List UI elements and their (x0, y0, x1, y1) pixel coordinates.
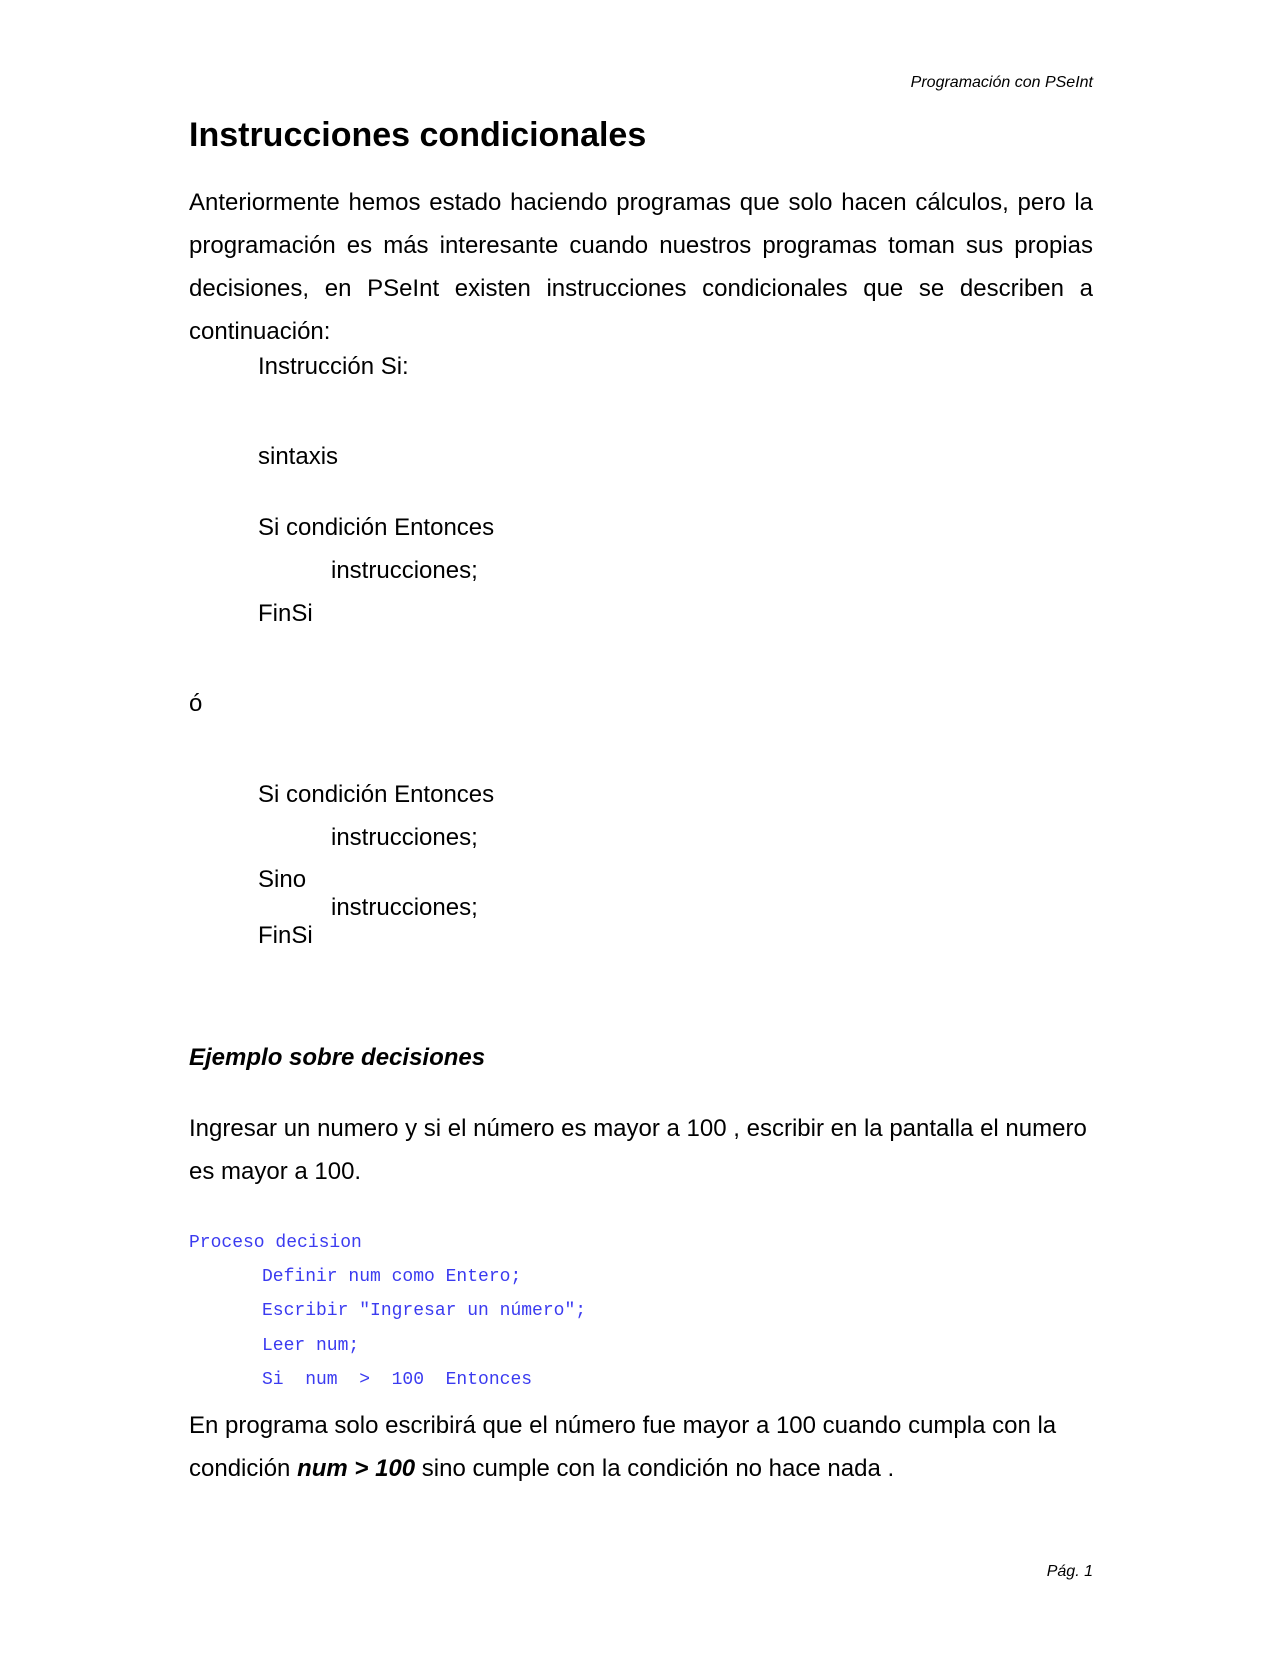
syntax-form2-line2: instrucciones; (331, 824, 478, 851)
section-title: Instrucciones condicionales (189, 116, 647, 154)
conclusion-text-2: sino cumple con la condición no hace nada . (415, 1455, 895, 1482)
syntax-form1-line2: instrucciones; (331, 557, 478, 584)
code-line: Leer num; (262, 1336, 360, 1356)
conclusion-paragraph (189, 1404, 1093, 1490)
syntax-form2-line1: Si condición Entonces (258, 781, 495, 808)
syntax-form2-line3: Sino (258, 866, 307, 893)
intro-paragraph: Anteriormente hemos estado haciendo programas que solo hacen cálculos, pero la programación es más interesante cuando nuestros programas toman sus propias decisiones, en PSeInt existen instrucciones condicionales que se describen a continuación: (189, 189, 1093, 345)
example-description: Ingresar un numero y si el número es mayor a 100 , escribir en la pantalla el numero es mayor a 100. (189, 1115, 1087, 1185)
code-line: Escribir "Ingresar un número"; (262, 1301, 587, 1321)
syntax-form2-line4: instrucciones; (331, 894, 478, 921)
syntax-form1-line1: Si condición Entonces (258, 514, 495, 541)
syntax-heading: sintaxis (258, 443, 339, 470)
code-line: Si num > 100 Entonces (262, 1370, 533, 1390)
running-header: Programación con PSeInt (910, 74, 1093, 91)
syntax-label: Instrucción Si: (258, 353, 409, 380)
conclusion-text-1: En programa solo escribirá que el número fue mayor a 100 cuando cumpla con la condición (189, 1412, 1057, 1482)
conclusion-condition: num > 100 (297, 1455, 416, 1482)
code-line: Definir num como Entero; (262, 1267, 522, 1287)
syntax-form2-line5: FinSi (258, 922, 313, 949)
page-number: Pág. 1 (1046, 1563, 1093, 1580)
example-heading: Ejemplo sobre decisiones (189, 1044, 486, 1071)
or-separator: ó (189, 690, 203, 717)
code-line: Proceso decision (189, 1233, 362, 1253)
syntax-form1-line3: FinSi (258, 600, 313, 627)
